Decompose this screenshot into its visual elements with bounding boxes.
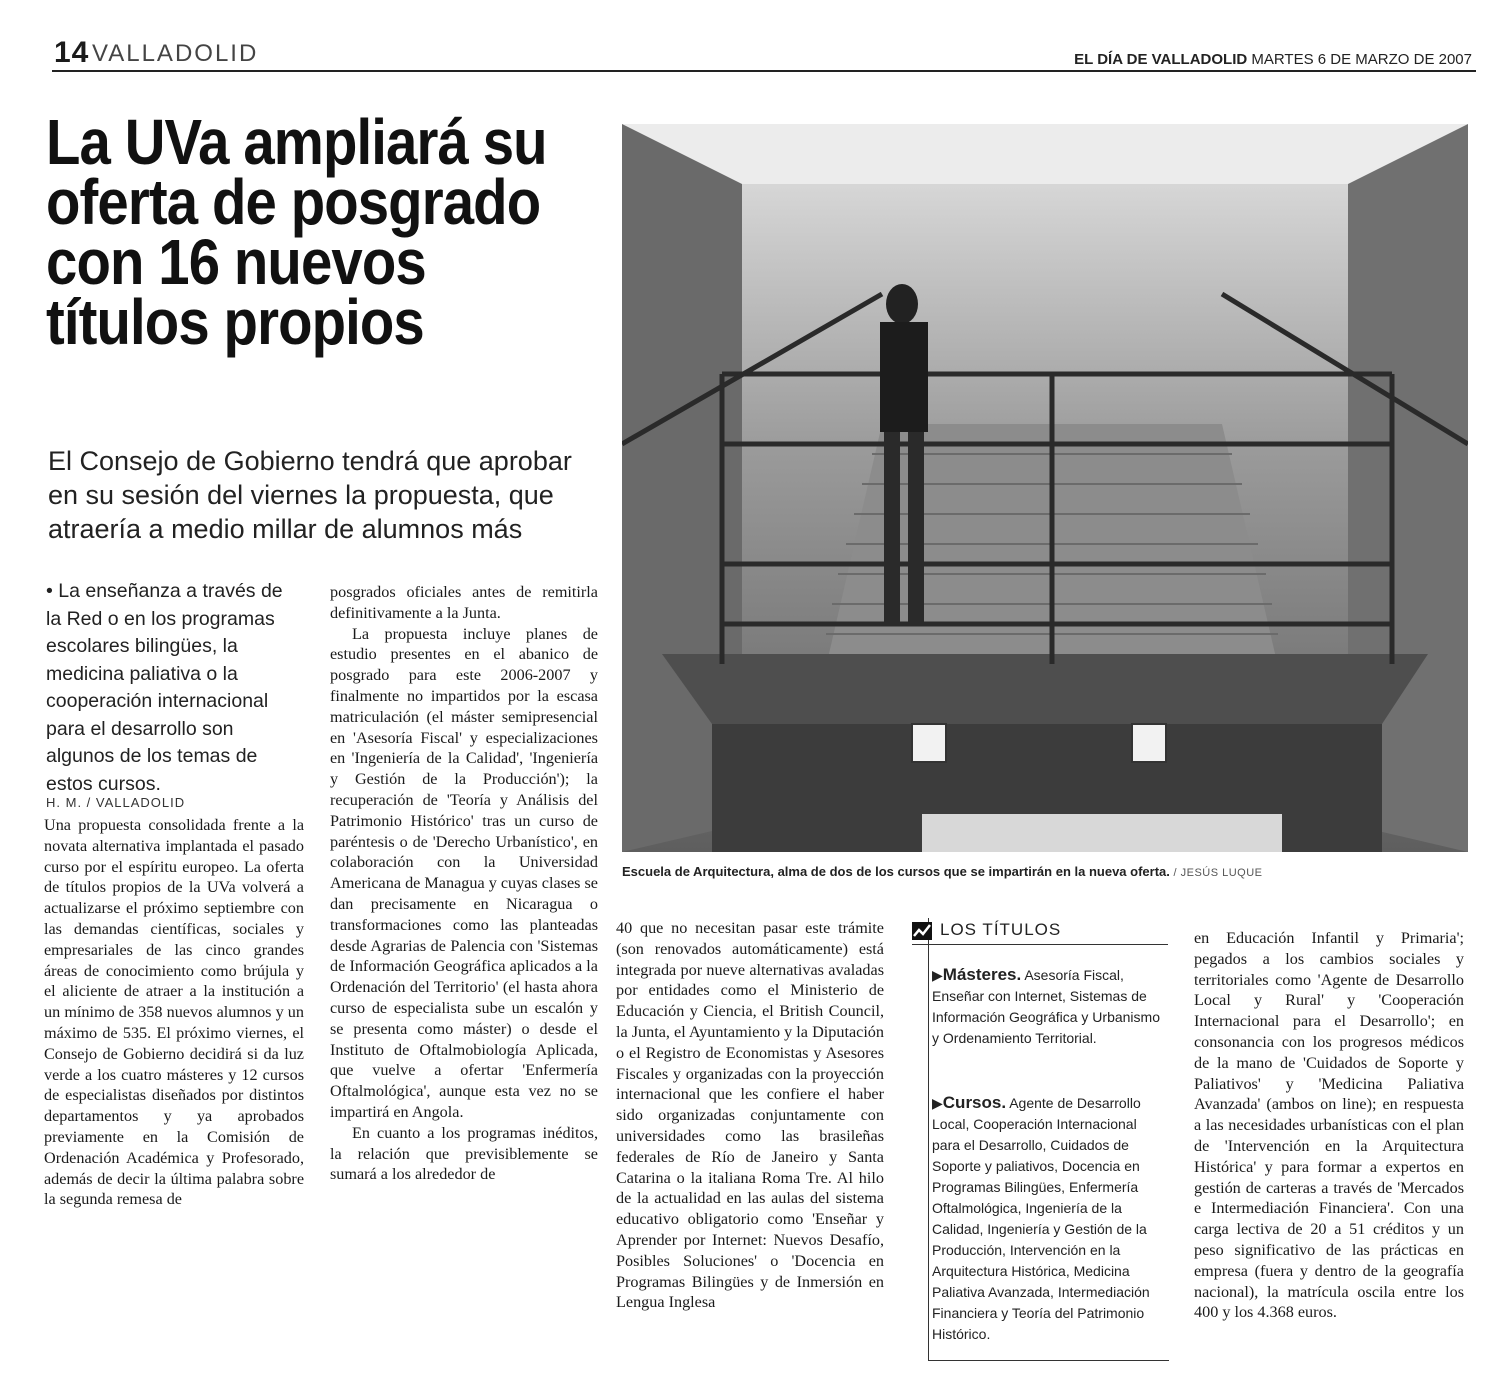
body-paragraph: La propuesta incluye planes de estudio presentes en el abanico de posgrado para este 2006-2007 y finalmente no impartidos por la escasa matriculación (el máster semipresencial en 'Asesoría Fiscal' y especializaciones en 'Ingeniería de la Calidad', 'Ingeniería y Gestión de la Producción'); la recuperación de 'Teoría y Análisis del Patrimonio Histórico' tras un curso de paréntesis o de 'Derecho Urbanístico', en colaboración con la Universidad Americana de Managua y cuyas clases se dan precisamente en Nicaragua o transformaciones como las planteadas desde Agrarias de Palencia con 'Sistemas de Información Geográfica aplicados a la Ordenación del Territorio' (el hasta ahora curso de especialista sube un escalón y se presenta como máster) o desde el Instituto de Oftalmobiología Aplicada, que vuelve a ofertar 'Enfermería Oftalmológica', aunque esta vez no se impartirá en Angola. <box>330 624 598 1121</box>
body-column-3 <box>616 918 884 1313</box>
body-column-4 <box>1194 928 1464 1323</box>
publication-name: EL DÍA DE VALLADOLID <box>1074 51 1248 68</box>
staircase-photo <box>622 124 1468 852</box>
sidebar-title: LOS TÍTULOS <box>940 920 1062 939</box>
sidebar-masters <box>932 964 1160 1049</box>
body-column-2 <box>330 582 598 1185</box>
body-paragraph: posgrados oficiales antes de remitirla definitivamente a la Junta. <box>330 583 598 622</box>
body-paragraph: Una propuesta consolidada frente a la novata alternativa implantada el pasado curso por el espíritu europeo. La oferta de títulos propios de la UVa volverá a actualizarse el próximo septiembre con las demandas científicas, sociales y empresariales de las cinco grandes áreas de conocimiento como brújula y el aliciente de atraer a la institución a un mínimo de 358 nuevos alumnos y un máximo de 535. El próximo viernes, el Consejo de Gobierno decidirá si da luz verde a los cuatro másteres y 12 cursos de especialistas diseñados por distintos departamentos y ya aprobados previamente en la Comisión de Ordenación Académica y Profesorado, además de decir la última palabra sobre la segunda remesa de <box>44 816 304 1209</box>
photo-credit: / JESÚS LUQUE <box>1173 867 1263 879</box>
sidebar-cursos <box>932 1092 1160 1345</box>
cursos-text: Agente de Desarrollo Local, Cooperación Internacional para el Desarrollo, Cuidados de Soporte y paliativos, Docencia en Programas Bilingües, Enfermería Oftalmológica, Ingeniería de la Calidad, Ingeniería y Gestión de la Producción, Intervención en la Arquitectura Histórica, Medicina Paliativa Avanzada, Intermediación Financiera y Teoría del Patrimonio Histórico. <box>932 1095 1150 1342</box>
masters-label: Másteres. <box>942 965 1022 984</box>
triangle-bullet-icon: ▶ <box>932 1095 943 1111</box>
headline: La UVa ampliará su oferta de posgrado con 16 nuevos títulos propios <box>46 106 547 358</box>
chart-line-icon <box>912 922 932 940</box>
photo-caption <box>622 864 1263 879</box>
body-paragraph: En cuanto a los programas inéditos, la relación que previsiblemente se sumará a los alrededor de <box>330 1123 598 1184</box>
masters-text: Asesoría Fiscal, Enseñar con Internet, Sistemas de Información Geográfica y Urbanismo y Ordenamiento Territorial. <box>932 967 1160 1046</box>
publication-date: MARTES 6 DE MARZO DE 2007 <box>1251 51 1472 68</box>
lead-summary: • La enseñanza a través de la Red o en los programas escolares bilingües, la medicina paliativa o la cooperación internacional para el desarrollo son algunos de los temas de estos cursos. <box>46 580 283 795</box>
page-number: 14 <box>54 36 90 69</box>
cursos-label: Cursos. <box>942 1093 1007 1112</box>
header-rule <box>52 70 1476 72</box>
body-paragraph: 40 que no necesitan pasar este trámite (son renovados automáticamente) está integrada por nueve alternativas avaladas por entidades como el Ministerio de Educación y Ciencia, el British Council, la Junta, el Ayuntamiento y la Diputación o el Registro de Economistas y Asesores Fiscales y organizadas con la proyección internacional que les confiere el haber sido organizadas conjuntamente con universidades como las brasileñas federales de Río de Janeiro y Santa Catarina o la italiana Roma Tre. Al hilo de la actualidad en las aulas del sistema educativo obligatorio como 'Enseñar y Aprender por Internet: Nuevos Desafío, Posibles Soluciones' o 'Docencia en Programas Bilingües y de Inmersión en Lengua Inglesa <box>616 919 884 1312</box>
sidebar-rule <box>912 944 1168 945</box>
triangle-bullet-icon: ▶ <box>932 967 943 983</box>
publication-info <box>1074 51 1472 68</box>
caption-text: Escuela de Arquitectura, alma de dos de los cursos que se impartirán en la nueva oferta. <box>622 864 1170 879</box>
body-column-1 <box>44 815 304 1210</box>
body-paragraph: en Educación Infantil y Primaria'; pegados a los cambios sociales y territoriales como 'Agente de Desarrollo Local y Rural' y 'Cooperación Internacional para el Desarrollo'; en consonancia con los progresos médicos de la mano de 'Cuidados de Soporte y Paliativos' y 'Medicina Paliativa Avanzada' (ambos on line); en respuesta a las necesidades urbanísticas con el plan de 'Intervención en la Arquitectura Histórica' y para formar a expertos en gestión de carteras a través de 'Mercados e Intermediación Financiera'. Con una carga lectiva de 20 a 51 créditos y un peso significativo de las prácticas en empresa (fuera y dentro de la geografía nacional), la matrícula oscila entre los 400 y los 4.368 euros. <box>1194 929 1464 1322</box>
byline: H. M. / VALLADOLID <box>46 795 186 810</box>
subheadline: El Consejo de Gobierno tendrá que aprobar en su sesión del viernes la propuesta, que atraería a medio millar de alumnos más <box>48 446 572 544</box>
section-name: VALLADOLID <box>92 40 259 67</box>
